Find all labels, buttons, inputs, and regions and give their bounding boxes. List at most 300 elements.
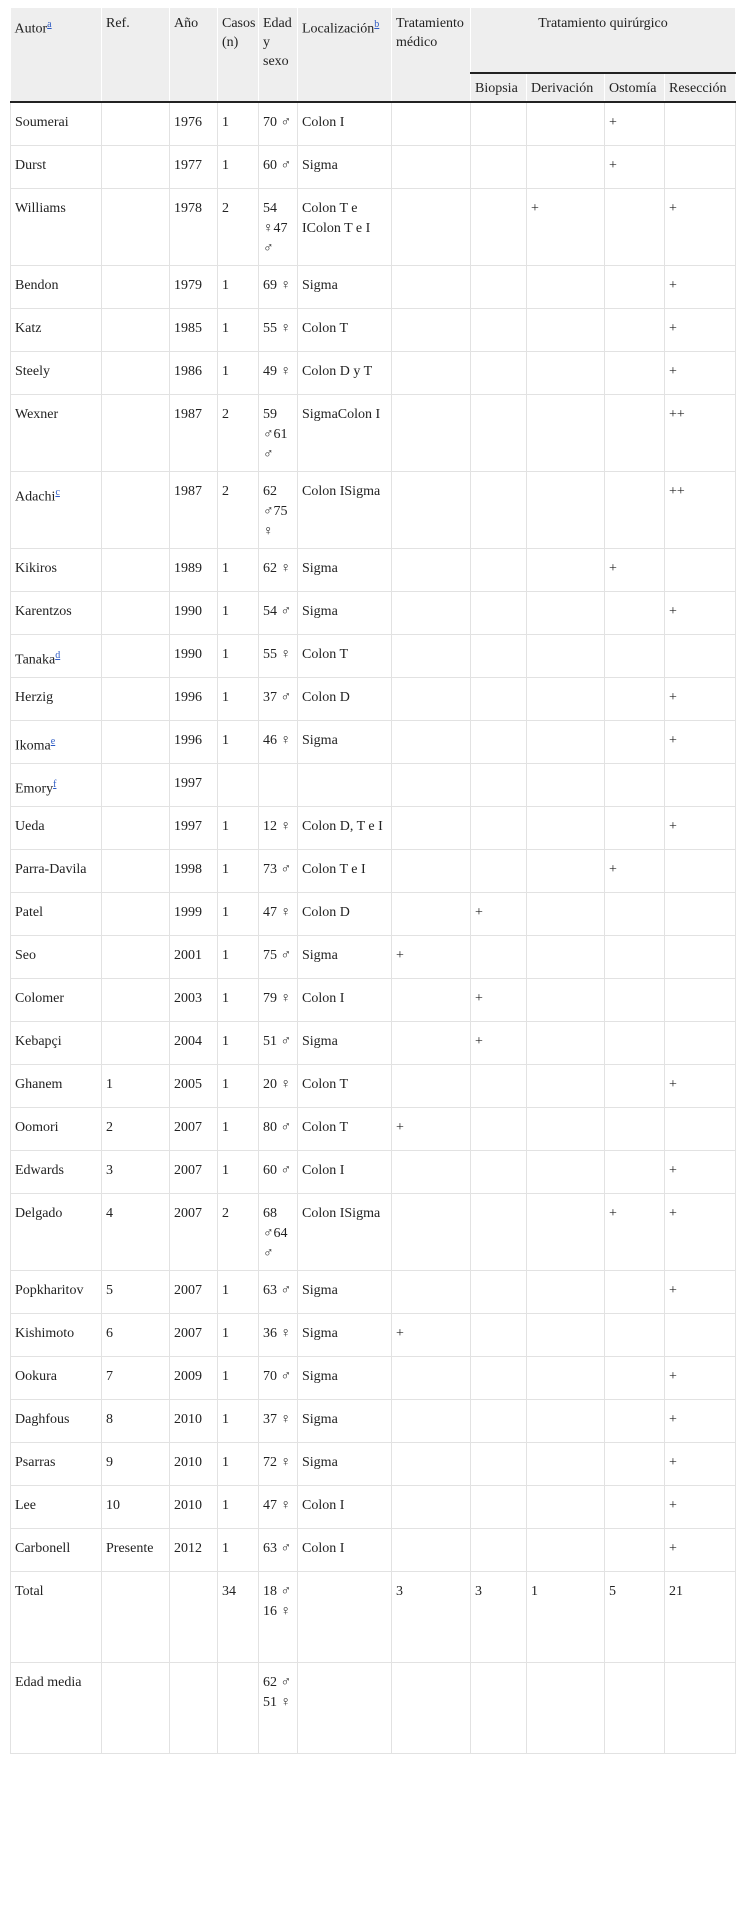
author-name: Herzig: [15, 690, 54, 705]
cell-casos: 1: [218, 1399, 259, 1442]
cell-ref: 1: [102, 1064, 170, 1107]
cell-localizacion: Sigma: [298, 1021, 392, 1064]
cell-autor: [11, 309, 102, 352]
cell-ref: [102, 146, 170, 189]
cell-anio: 1976: [170, 102, 218, 146]
cell-anio: 1997: [170, 764, 218, 807]
cell-ref: [102, 764, 170, 807]
cell-anio: 1998: [170, 849, 218, 892]
author-name: Williams: [15, 201, 66, 216]
cell-biopsia: [471, 1662, 527, 1753]
cell-localizacion: Sigma: [298, 1399, 392, 1442]
cell-reseccion: [665, 1107, 736, 1150]
cell-ostomia: [605, 1356, 665, 1399]
cell-anio: 1987: [170, 472, 218, 549]
cell-ostomia: [605, 1485, 665, 1528]
cell-derivacion: [527, 892, 605, 935]
cell-ref: [102, 395, 170, 472]
cell-anio: 1987: [170, 395, 218, 472]
cell-localizacion: Sigma: [298, 266, 392, 309]
cell-casos: 1: [218, 721, 259, 764]
cell-tratamiento-medico: [392, 1442, 471, 1485]
cell-derivacion: [527, 1528, 605, 1571]
cell-localizacion: Colon I: [298, 1485, 392, 1528]
table-row: [11, 978, 736, 1021]
cell-tratamiento-medico: [392, 1021, 471, 1064]
cell-ostomia: [605, 1064, 665, 1107]
table-row: [11, 1193, 736, 1270]
author-name: Karentzos: [15, 604, 72, 619]
cell-ref: [102, 635, 170, 678]
cell-reseccion: +: [665, 592, 736, 635]
cell-casos: 1: [218, 1356, 259, 1399]
cell-biopsia: [471, 472, 527, 549]
table-container: [10, 8, 735, 1754]
cell-biopsia: [471, 678, 527, 721]
cell-derivacion: [527, 635, 605, 678]
cell-anio: 2007: [170, 1107, 218, 1150]
cell-derivacion: [527, 1399, 605, 1442]
cell-biopsia: [471, 1107, 527, 1150]
cell-anio: 1978: [170, 189, 218, 266]
author-name: Kishimoto: [15, 1325, 75, 1341]
cell-biopsia: [471, 189, 527, 266]
cell-tratamiento-medico: [392, 1064, 471, 1107]
cell-ref: [102, 849, 170, 892]
author-name: Edad media: [15, 1674, 82, 1690]
cell-anio: 1979: [170, 266, 218, 309]
footnote-link-d[interactable]: d: [55, 650, 61, 661]
cell-tratamiento-medico: [392, 764, 471, 807]
cell-reseccion: +: [665, 1442, 736, 1485]
cell-edad: 63 ♂: [259, 1270, 298, 1313]
cell-casos: 1: [218, 102, 259, 146]
cell-ref: 6: [102, 1313, 170, 1356]
cell-tratamiento-medico: [392, 1528, 471, 1571]
cell-reseccion: [665, 764, 736, 807]
cell-anio: 1990: [170, 635, 218, 678]
cell-ostomia: [605, 978, 665, 1021]
table-row: [11, 1313, 736, 1356]
cell-biopsia: [471, 1313, 527, 1356]
cell-biopsia: [471, 1485, 527, 1528]
cell-casos: 2: [218, 189, 259, 266]
header-tratamiento-medico: Tratamiento médico: [392, 8, 471, 102]
footnote-link-f[interactable]: f: [53, 779, 57, 790]
cell-ostomia: [605, 806, 665, 849]
cell-tratamiento-medico: [392, 721, 471, 764]
header-localizacion-label: Localización: [302, 21, 375, 37]
table-header: [11, 8, 736, 102]
cell-ostomia: [605, 1270, 665, 1313]
cell-reseccion: [665, 1662, 736, 1753]
cell-anio: 2010: [170, 1442, 218, 1485]
cell-derivacion: [527, 806, 605, 849]
cell-anio: 2012: [170, 1528, 218, 1571]
cell-reseccion: +: [665, 1270, 736, 1313]
author-name: Adachi: [15, 489, 56, 505]
cell-edad: 75 ♂: [259, 935, 298, 978]
table-row: [11, 352, 736, 395]
cell-tratamiento-medico: [392, 978, 471, 1021]
cell-edad: 70 ♂: [259, 1356, 298, 1399]
cell-ref: [102, 935, 170, 978]
cell-biopsia: [471, 806, 527, 849]
cell-anio: 1985: [170, 309, 218, 352]
cell-derivacion: [527, 1485, 605, 1528]
cell-biopsia: [471, 1193, 527, 1270]
cell-derivacion: [527, 1150, 605, 1193]
cell-derivacion: [527, 1313, 605, 1356]
cell-casos: 1: [218, 1485, 259, 1528]
cell-ref: [102, 592, 170, 635]
cell-biopsia: [471, 764, 527, 807]
cell-ostomia: [605, 1313, 665, 1356]
cell-edad: 62 ♂ 51 ♀: [259, 1662, 298, 1753]
cell-anio: 1997: [170, 806, 218, 849]
cell-biopsia: [471, 146, 527, 189]
header-derivacion: Derivación: [527, 73, 605, 102]
cell-casos: [218, 1662, 259, 1753]
cell-casos: 1: [218, 892, 259, 935]
cell-localizacion: Colon T: [298, 1107, 392, 1150]
author-name: Total: [15, 1583, 44, 1599]
cell-tratamiento-medico: [392, 592, 471, 635]
author-name: Bendon: [15, 278, 59, 293]
cell-tratamiento-medico: +: [392, 1107, 471, 1150]
table-row: [11, 806, 736, 849]
cell-derivacion: [527, 1662, 605, 1753]
cell-ref: 9: [102, 1442, 170, 1485]
author-name: Delgado: [15, 1205, 63, 1221]
cell-localizacion: Colon T: [298, 1064, 392, 1107]
cell-ostomia: [605, 1021, 665, 1064]
cell-ostomia: [605, 935, 665, 978]
cell-autor: [11, 1270, 102, 1313]
cell-ostomia: [605, 395, 665, 472]
cell-localizacion: Colon D y T: [298, 352, 392, 395]
cell-anio: 1990: [170, 592, 218, 635]
header-tratamiento-quirurgico: Tratamiento quirúrgico: [471, 8, 736, 73]
cell-ostomia: [605, 635, 665, 678]
cell-ref: [102, 309, 170, 352]
table-row: [11, 721, 736, 764]
cell-ostomia: +: [605, 102, 665, 146]
header-autor: [11, 8, 102, 102]
cell-localizacion: Colon I: [298, 1528, 392, 1571]
cell-edad: 70 ♂: [259, 102, 298, 146]
cell-ref: [102, 1571, 170, 1662]
cell-edad: 79 ♀: [259, 978, 298, 1021]
author-name: Oomori: [15, 1119, 59, 1135]
cell-reseccion: [665, 978, 736, 1021]
cell-ref: [102, 352, 170, 395]
cell-casos: 1: [218, 309, 259, 352]
author-name: Daghfous: [15, 1411, 70, 1427]
cell-edad: 47 ♀: [259, 892, 298, 935]
cell-ref: [102, 678, 170, 721]
cell-derivacion: [527, 1270, 605, 1313]
cell-derivacion: [527, 1193, 605, 1270]
cell-autor: [11, 1064, 102, 1107]
table-row: [11, 764, 736, 807]
table-row: [11, 1270, 736, 1313]
cell-edad: 68 ♂64 ♂: [259, 1193, 298, 1270]
cell-derivacion: [527, 102, 605, 146]
cell-casos: 1: [218, 1270, 259, 1313]
cell-autor: [11, 189, 102, 266]
cases-table: [10, 8, 736, 1754]
cell-biopsia: [471, 102, 527, 146]
cell-localizacion: Sigma: [298, 1270, 392, 1313]
cell-reseccion: +: [665, 352, 736, 395]
cell-localizacion: Colon T e I: [298, 849, 392, 892]
cell-ref: [102, 472, 170, 549]
cell-ostomia: [605, 892, 665, 935]
cell-autor: [11, 635, 102, 678]
cell-reseccion: +: [665, 1064, 736, 1107]
table-row: [11, 892, 736, 935]
cell-derivacion: [527, 352, 605, 395]
cell-anio: 2007: [170, 1270, 218, 1313]
cell-casos: 1: [218, 978, 259, 1021]
cell-reseccion: ++: [665, 472, 736, 549]
author-name: Lee: [15, 1497, 36, 1513]
table-row: [11, 549, 736, 592]
cell-biopsia: [471, 395, 527, 472]
cell-autor: [11, 472, 102, 549]
cell-autor: [11, 1528, 102, 1571]
cell-tratamiento-medico: [392, 549, 471, 592]
cell-anio: 2010: [170, 1485, 218, 1528]
cell-autor: [11, 146, 102, 189]
cell-ostomia: [605, 1107, 665, 1150]
cell-biopsia: [471, 309, 527, 352]
cell-edad: 36 ♀: [259, 1313, 298, 1356]
cell-edad: 63 ♂: [259, 1528, 298, 1571]
cell-casos: 1: [218, 592, 259, 635]
cell-casos: 1: [218, 1442, 259, 1485]
author-name: Seo: [15, 947, 36, 963]
cell-derivacion: [527, 978, 605, 1021]
cell-ref: [102, 1021, 170, 1064]
cell-ostomia: +: [605, 549, 665, 592]
cell-biopsia: [471, 1064, 527, 1107]
cell-autor: [11, 592, 102, 635]
cell-ref: 5: [102, 1270, 170, 1313]
author-name: Emory: [15, 781, 54, 797]
author-name: Wexner: [15, 407, 59, 422]
cell-ref: 4: [102, 1193, 170, 1270]
cell-localizacion: [298, 1571, 392, 1662]
cell-tratamiento-medico: [392, 472, 471, 549]
cell-ref: 7: [102, 1356, 170, 1399]
table-row: [11, 395, 736, 472]
cell-ref: 8: [102, 1399, 170, 1442]
cell-tratamiento-medico: 3: [392, 1571, 471, 1662]
cell-anio: 1986: [170, 352, 218, 395]
author-name: Katz: [15, 321, 42, 336]
cell-tratamiento-medico: [392, 892, 471, 935]
table-row: [11, 1356, 736, 1399]
cell-casos: 1: [218, 1528, 259, 1571]
cell-biopsia: [471, 1442, 527, 1485]
table-row: [11, 266, 736, 309]
cell-casos: 1: [218, 1107, 259, 1150]
cell-reseccion: [665, 1313, 736, 1356]
cell-reseccion: +: [665, 1399, 736, 1442]
cell-derivacion: [527, 1021, 605, 1064]
cell-tratamiento-medico: [392, 1150, 471, 1193]
footnote-link-a[interactable]: a: [47, 19, 52, 30]
cell-biopsia: [471, 352, 527, 395]
author-name: Kebapçi: [15, 1033, 62, 1049]
table-row: [11, 849, 736, 892]
cell-tratamiento-medico: [392, 146, 471, 189]
cell-reseccion: +: [665, 1528, 736, 1571]
author-name: Psarras: [15, 1454, 56, 1470]
cell-tratamiento-medico: [392, 266, 471, 309]
cell-biopsia: [471, 849, 527, 892]
cell-anio: 1996: [170, 678, 218, 721]
cell-tratamiento-medico: [392, 352, 471, 395]
cell-reseccion: [665, 146, 736, 189]
cell-anio: 1989: [170, 549, 218, 592]
cell-localizacion: Colon T e IColon T e I: [298, 189, 392, 266]
author-name: Patel: [15, 904, 43, 920]
table-row: [11, 1571, 736, 1662]
cell-casos: 1: [218, 1021, 259, 1064]
cell-edad: 60 ♂: [259, 146, 298, 189]
cell-casos: 1: [218, 549, 259, 592]
cell-tratamiento-medico: [392, 1399, 471, 1442]
table-row: [11, 1528, 736, 1571]
author-name: Popkharitov: [15, 1282, 84, 1298]
cell-tratamiento-medico: [392, 102, 471, 146]
cell-localizacion: SigmaColon I: [298, 395, 392, 472]
cell-derivacion: [527, 592, 605, 635]
cell-derivacion: [527, 935, 605, 978]
header-anio: Año: [170, 8, 218, 102]
cell-ref: [102, 549, 170, 592]
cell-localizacion: Colon I: [298, 1150, 392, 1193]
cell-derivacion: [527, 678, 605, 721]
cell-ref: [102, 806, 170, 849]
cell-biopsia: 3: [471, 1571, 527, 1662]
cell-casos: 34: [218, 1571, 259, 1662]
table-row: [11, 1485, 736, 1528]
cell-tratamiento-medico: [392, 1662, 471, 1753]
cell-biopsia: [471, 1150, 527, 1193]
cell-localizacion: Colon T: [298, 309, 392, 352]
cell-ref: [102, 1662, 170, 1753]
cell-casos: 1: [218, 266, 259, 309]
cell-ostomia: [605, 1150, 665, 1193]
cell-localizacion: Sigma: [298, 1356, 392, 1399]
cell-tratamiento-medico: [392, 678, 471, 721]
cell-edad: 37 ♀: [259, 1399, 298, 1442]
cell-autor: [11, 1193, 102, 1270]
table-body: [11, 102, 736, 1753]
cell-derivacion: [527, 849, 605, 892]
author-name: Colomer: [15, 990, 64, 1006]
cell-autor: [11, 1485, 102, 1528]
cell-biopsia: [471, 1270, 527, 1313]
cell-casos: 1: [218, 1064, 259, 1107]
cell-anio: 1996: [170, 721, 218, 764]
cell-reseccion: [665, 549, 736, 592]
table-row: [11, 309, 736, 352]
header-edad: Edad y sexo: [259, 8, 298, 102]
footnote-link-b[interactable]: b: [374, 19, 380, 30]
cell-ref: [102, 978, 170, 1021]
cell-localizacion: Colon I: [298, 102, 392, 146]
footnote-link-c[interactable]: c: [55, 487, 60, 498]
cell-edad: 73 ♂: [259, 849, 298, 892]
cell-tratamiento-medico: [392, 309, 471, 352]
cell-anio: 2007: [170, 1193, 218, 1270]
cell-anio: 2003: [170, 978, 218, 1021]
cell-ref: [102, 189, 170, 266]
cell-casos: 1: [218, 146, 259, 189]
cell-reseccion: +: [665, 309, 736, 352]
cell-ref: [102, 721, 170, 764]
cell-anio: 1999: [170, 892, 218, 935]
cell-ref: 2: [102, 1107, 170, 1150]
cell-tratamiento-medico: [392, 849, 471, 892]
cell-reseccion: +: [665, 721, 736, 764]
cell-anio: 2010: [170, 1399, 218, 1442]
cell-biopsia: +: [471, 978, 527, 1021]
cell-tratamiento-medico: [392, 1270, 471, 1313]
cell-tratamiento-medico: [392, 395, 471, 472]
cell-autor: [11, 935, 102, 978]
cell-localizacion: Sigma: [298, 1442, 392, 1485]
cell-anio: 2001: [170, 935, 218, 978]
table-row: [11, 592, 736, 635]
table-row: [11, 1662, 736, 1753]
header-reseccion: Resección: [665, 73, 736, 102]
author-name: Ghanem: [15, 1076, 63, 1092]
cell-edad: [259, 764, 298, 807]
cell-reseccion: +: [665, 1485, 736, 1528]
author-name: Soumerai: [15, 115, 69, 130]
cell-edad: 49 ♀: [259, 352, 298, 395]
cell-reseccion: [665, 635, 736, 678]
author-name: Ookura: [15, 1368, 57, 1384]
cell-ref: Presente: [102, 1528, 170, 1571]
cell-reseccion: +: [665, 806, 736, 849]
cell-edad: 59 ♂61 ♂: [259, 395, 298, 472]
cell-anio: 1977: [170, 146, 218, 189]
cell-casos: 2: [218, 472, 259, 549]
table-row: [11, 678, 736, 721]
cell-localizacion: Sigma: [298, 549, 392, 592]
table-row: [11, 1021, 736, 1064]
cell-autor: [11, 978, 102, 1021]
cell-ref: [102, 102, 170, 146]
table-row: [11, 146, 736, 189]
footnote-link-e[interactable]: e: [50, 736, 56, 747]
cell-localizacion: Colon T: [298, 635, 392, 678]
cell-derivacion: +: [527, 189, 605, 266]
cell-biopsia: [471, 266, 527, 309]
cell-ostomia: [605, 266, 665, 309]
cell-derivacion: [527, 549, 605, 592]
header-localizacion: [298, 8, 392, 102]
cell-edad: 55 ♀: [259, 635, 298, 678]
cell-localizacion: Colon D: [298, 892, 392, 935]
